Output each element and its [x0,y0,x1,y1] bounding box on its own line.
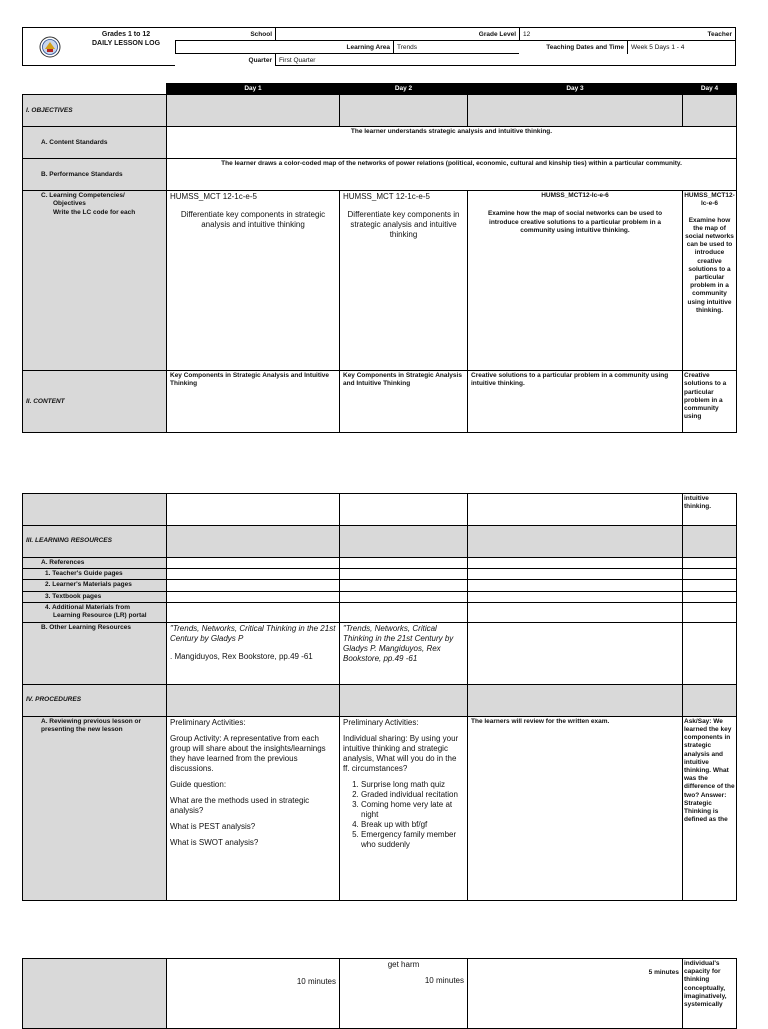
day-header: Day 1 [167,84,340,95]
teaching-dates-field[interactable]: Week 5 Days 1 - 4 [627,41,735,54]
content-standards-label: A. Content Standards [23,127,167,159]
additional-materials-row [23,602,737,622]
teacher-label: Teacher [627,28,735,41]
day1-resource-line: "Trends, Networks, Critical Thinking in the 21st Century by Gladys P [170,623,336,643]
resources-procedures-table [22,493,737,901]
objectives-row [23,95,737,127]
performance-standards-row [23,159,737,191]
list-item: 4. Break up with bf/gf [361,820,464,830]
day1-content: Key Components in Strategic Analysis and Intuitive Thinking [167,371,340,433]
day1-competency [167,191,340,371]
day3-lc-text: Examine how the map of social networks can be used to introduce creative solutions to a particular problem in a community using intuitive thinking. [487,210,663,234]
learners-materials-label: 2. Learner's Materials pages [23,580,167,591]
resources-heading-row [23,526,737,558]
day1-procedure-text: What is SWOT analysis? [170,837,259,847]
learning-area-field[interactable]: Trends [393,41,519,54]
references-row [23,558,737,569]
school-field[interactable] [275,28,393,41]
circumstances-list [343,780,464,850]
objectives-heading: I. OBJECTIVES [23,95,167,127]
teachers-guide-label: 1. Teacher's Guide pages [23,569,167,580]
day4-content-continued: intuitive thinking. [683,494,737,526]
competencies-label-line: Write the LC code for each [53,208,136,216]
teacher-field[interactable] [175,41,275,54]
day2-lc-text: Differentiate key components in strategic analysis and intuitive thinking [347,210,460,240]
list-item: 2. Graded individual recitation [361,790,464,800]
day3-content: Creative solutions to a particular problem in a community using intuitive thinking. [468,371,683,433]
additional-materials-line: Learning Resource (LR) portal [53,612,147,620]
references-label: A. References [23,558,167,569]
day2-procedure-text: Preliminary Activities: [343,717,419,727]
day4-competency [683,191,737,371]
day1-lc-text: Differentiate key components in strategic analysis and intuitive thinking [180,210,326,230]
day1-procedure-text: What are the methods used in strategic analysis? [170,795,310,815]
additional-materials-line: 4. Additional Materials from [45,603,130,611]
header-title [77,28,175,65]
day-header-row [23,84,737,95]
grade-level-field[interactable]: 12 [519,28,627,41]
procedures-continued-table [22,958,737,1029]
day1-lc-code: HUMSS_MCT 12-1c-e-5 [170,192,257,202]
list-item: 3. Coming home very late at night [361,800,464,820]
list-item: 5. Emergency family member who suddenly [361,830,464,850]
header-fields [175,28,735,65]
day4-procedure-continued: individual's capacity for thinking conceptually, imaginatively, systemically [683,959,737,1029]
header-title-line1: Grades 1 to 12 [101,31,151,38]
day4-lc-code: HUMSS_MCT12-Ic-e-6 [684,192,735,208]
header-block [22,27,736,66]
review-lesson-row [23,716,737,900]
procedures-heading-row [23,684,737,716]
additional-materials-label [23,602,167,622]
textbook-label: 3. Textbook pages [23,591,167,602]
other-resources-label: B. Other Learning Resources [23,622,167,684]
learning-area-label: Learning Area [275,41,393,54]
competencies-label-line: Objectives [53,200,86,208]
day2-time: 10 minutes [424,976,464,985]
content-standards-row [23,127,737,159]
day2-other-resources: "Trends, Networks, Critical Thinking in the 21st Century by Gladys P. Mangiduyos, Rex Bookstore, pp.49 -61 [340,622,468,684]
procedures-heading: IV. PROCEDURES [23,684,167,716]
day1-other-resources [167,622,340,684]
learners-materials-row [23,580,737,591]
day2-procedure-continued [340,959,468,1029]
day2-content: Key Components in Strategic Analysis and Intuitive Thinking [340,371,468,433]
competencies-row [23,191,737,371]
list-item: 1. Surprise long math quiz [361,780,464,790]
day3-time: 5 minutes [468,959,683,1029]
day-header: Day 2 [340,84,468,95]
procedures-continued-row [23,959,737,1029]
day2-procedure-text: Individual sharing: By using your intuitive thinking and strategic analysis, What will you do in the ff. circumstances? [343,733,459,773]
performance-standards-label: B. Performance Standards [23,159,167,191]
day2-continued-text: get harm [387,960,420,969]
review-lesson-label: A. Reviewing previous lesson or presenting the new lesson [23,716,167,900]
competencies-label [23,191,167,371]
day3-competency [468,191,683,371]
content-continued-row [23,494,737,526]
day1-time: 10 minutes [167,959,340,1029]
day4-procedure: Ask/Say: We learned the key components in strategic analysis and intuitive thinking. What was the difference of the two? Answer: Strategic Thinking is defined as the [683,716,737,900]
day3-lc-code: HUMSS_MCT12-Ic-e-6 [541,192,609,200]
quarter-label: Quarter [175,54,275,66]
teaching-dates-label: Teaching Dates and Time [519,41,627,54]
deped-seal-logo [23,28,77,65]
day3-procedure: The learners will review for the written exam. [468,716,683,900]
content-standards-text: The learner understands strategic analysis and intuitive thinking. [167,127,737,159]
day1-procedure-text: Guide question: [170,779,227,789]
day2-lc-code: HUMSS_MCT 12-1c-e-5 [343,192,430,202]
day4-content: Creative solutions to a particular problem in a community using [683,371,737,433]
header-title-line2: DAILY LESSON LOG [91,40,161,47]
day4-lc-text: Examine how the map of social networks can be used to introduce creative solutions to a particular problem in a community using intuitive thinking. [685,216,734,314]
textbook-row [23,591,737,602]
day2-competency [340,191,468,371]
day-header: Day 3 [468,84,683,95]
day-header: Day 4 [683,84,737,95]
content-row [23,371,737,433]
objectives-table [22,83,737,433]
day1-procedure-text: Preliminary Activities: [170,717,246,727]
day1-procedure [167,716,340,900]
other-resources-row [23,622,737,684]
content-heading: II. CONTENT [23,371,167,433]
teachers-guide-row [23,569,737,580]
performance-standards-text: The learner draws a color-coded map of the networks of power relations (political, economic, cultural and kinship ties) within a particular community. [167,159,737,191]
day1-resource-line: . Mangiduyos, Rex Bookstore, pp.49 -61 [170,651,313,661]
day2-procedure [340,716,468,900]
competencies-label-line: C. Learning Competencies/ [41,192,125,200]
day1-procedure-text: Group Activity: A representative from each group will share about the insights/learnings they have learned from the previous discussions. [170,733,326,773]
day1-procedure-text: What is PEST analysis? [170,821,256,831]
quarter-field[interactable]: First Quarter [275,54,393,66]
resources-heading: III. LEARNING RESOURCES [23,526,167,558]
grade-level-label: Grade Level [393,28,519,41]
school-label: School [175,28,275,41]
